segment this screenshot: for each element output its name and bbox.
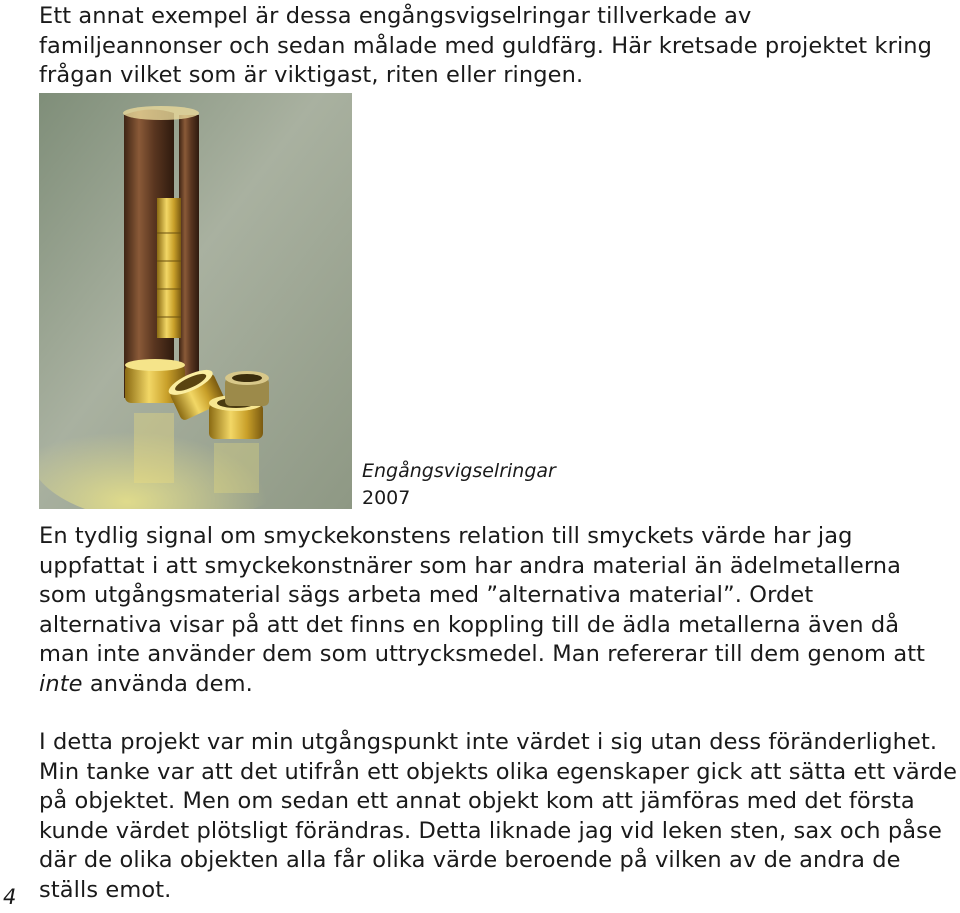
body-paragraph-1-end: använda dem. [82,670,253,697]
body-paragraph-2: I detta projekt var min utgångspunkt inte värdet i sig utan dess föränderlighet. Min tanke var att det utifrån ett objekts olika egenskaper gick att sätta ett värde på objektet. Men om sedan ett annat objekt kom att jämföras med det första kunde värdet plötsligt förändras. Detta liknade jag vid leken sten, sax och påse där de olika objekten alla får olika värde beroende på vilken av de andra de ställs emot. [39,729,958,903]
emphasis-word: inte [39,670,83,697]
caption-year: 2007 [362,487,411,509]
body-paragraph-1 [39,522,939,699]
figure-caption [362,458,556,512]
caption-title: Engångsvigselringar [362,460,556,482]
rings-photo [39,93,352,509]
intro-paragraph: Ett annat exempel är dessa engångsvigselringar tillverkade av familjeannonser och sedan målade med guldfärg. Här kretsade projektet kring frågan vilket som är viktigast, riten eller ringen. [39,3,933,88]
page-number: 4 [3,885,17,909]
body-paragraph-1-text: En tydlig signal om smyckekonstens relation till smyckets värde har jag uppfattat i att smyckekonstnärer som har andra material än ädelmetallerna som utgångsmaterial sägs arbeta med ”alternativa material”. Ordet alternativa visar på att det finns en koppling till de ädla metallerna även då man inte använder dem som uttrycksmedel. Man refererar till dem genom att [39,523,926,667]
